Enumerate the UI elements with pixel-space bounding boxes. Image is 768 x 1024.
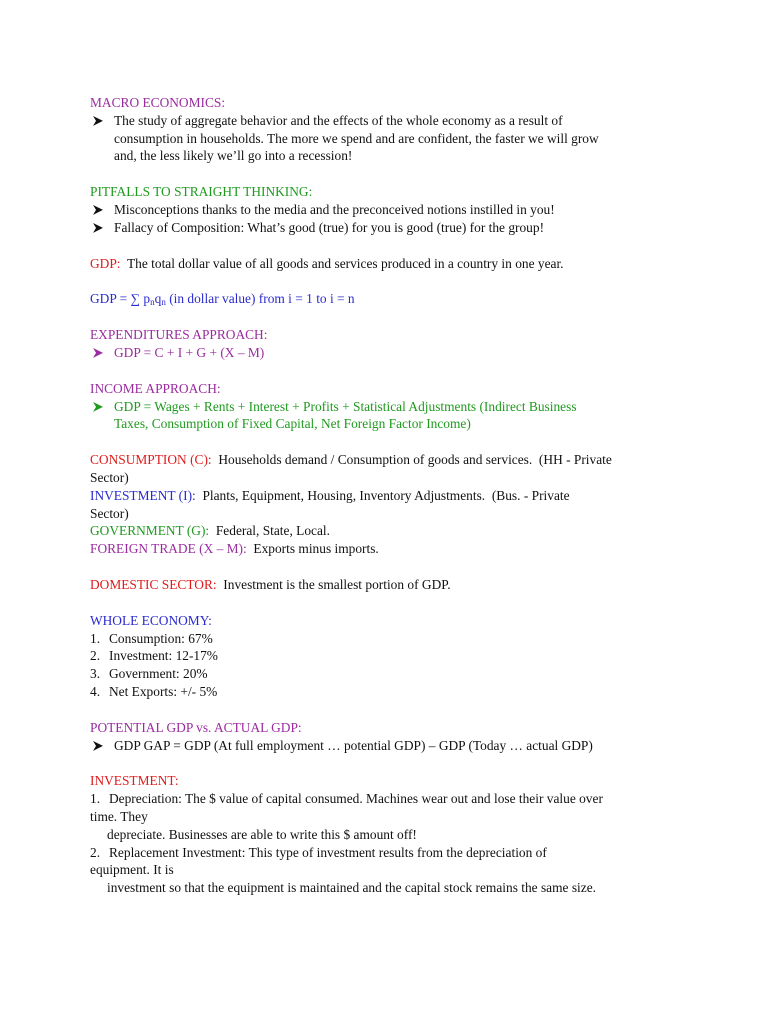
- macro-bullet: [90, 112, 690, 130]
- macro-bullet-line-1: The study of aggregate behavior and the effects of the whole economy as a result of: [114, 112, 563, 128]
- arrowhead-bullet-icon: [91, 737, 105, 755]
- pitfalls-bullet-2: Fallacy of Composition: What’s good (true) for you is good (true) for the group!: [90, 219, 690, 237]
- consumption-row-cont: Sector): [90, 469, 129, 485]
- gdp-text: The total dollar value of all goods and services produced in a country in one year.: [126, 255, 564, 271]
- expenditures-bullet: GDP = C + I + G + (X – M): [90, 344, 690, 362]
- macro-bullet-line-3: and, the less likely we’ll go into a recession!: [114, 148, 353, 164]
- arrowhead-bullet-icon: [91, 344, 105, 362]
- investment-heading: INVESTMENT:: [90, 773, 179, 789]
- macro-heading: MACRO ECONOMICS:: [90, 95, 226, 110]
- investment-item-1-cont: time. They: [90, 808, 148, 824]
- gdp-label: GDP:: [90, 255, 121, 271]
- investment-item-1-cont2: depreciate. Businesses are able to write this $ amount off!: [107, 826, 417, 842]
- foreign-trade-row: FOREIGN TRADE (X – M): Exports minus imports.: [90, 541, 379, 557]
- expenditures-heading: EXPENDITURES APPROACH:: [90, 327, 268, 343]
- whole-economy-heading: WHOLE ECONOMY:: [90, 612, 212, 628]
- arrowhead-bullet-icon: [91, 112, 105, 130]
- investment-row: INVESTMENT (I): Plants, Equipment, Housing, Inventory Adjustments. (Bus. - Private: [90, 487, 570, 503]
- income-bullet-line-2: Taxes, Consumption of Fixed Capital, Net Foreign Factor Income): [114, 416, 471, 432]
- investment-item-2: 2. Replacement Investment: This type of investment results from the depreciation of: [90, 844, 547, 860]
- gdp-formula: GDP = ∑ $p_nq_n$ (in dollar value) from i = 1 to i = n: [90, 291, 355, 308]
- list-item: 3. Government: 20%: [90, 666, 208, 682]
- list-item: 2. Investment: 12-17%: [90, 648, 218, 664]
- government-row: GOVERNMENT (G): Federal, State, Local.: [90, 523, 330, 539]
- investment-item-2-cont2: investment so that the equipment is maintained and the capital stock remains the same size.: [107, 880, 596, 896]
- investment-item-1: 1. Depreciation: The $ value of capital consumed. Machines wear out and lose their value over: [90, 791, 603, 807]
- domestic-row: DOMESTIC SECTOR: Investment is the smallest portion of GDP.: [90, 576, 451, 592]
- list-item: 4. Net Exports: +/- 5%: [90, 683, 218, 699]
- pitfalls-heading: PITFALLS TO STRAIGHT THINKING:: [90, 184, 313, 200]
- arrowhead-bullet-icon: [91, 201, 105, 219]
- consumption-row: CONSUMPTION (C): Households demand / Consumption of goods and services. (HH - Private: [90, 452, 612, 468]
- list-item: 1. Consumption: 67%: [90, 630, 213, 646]
- income-heading: INCOME APPROACH:: [90, 380, 221, 396]
- investment-item-2-cont: equipment. It is: [90, 862, 174, 878]
- gdp-definition: [90, 255, 690, 273]
- income-bullet: GDP = Wages + Rents + Interest + Profits + Statistical Adjustments (Indirect Business: [90, 398, 690, 416]
- investment-row-cont: Sector): [90, 505, 129, 521]
- potential-bullet: GDP GAP = GDP (At full employment … potential GDP) – GDP (Today … actual GDP): [90, 737, 690, 755]
- arrowhead-bullet-icon: [91, 219, 105, 237]
- potential-heading: POTENTIAL GDP vs. ACTUAL GDP:: [90, 719, 302, 735]
- document-page: [90, 94, 690, 897]
- pitfalls-bullet-1: Misconceptions thanks to the media and the preconceived notions instilled in you!: [90, 201, 690, 219]
- macro-bullet-line-2: consumption in households. The more we spend and are confident, the faster we will grow: [114, 130, 599, 146]
- arrowhead-bullet-icon: [91, 398, 105, 416]
